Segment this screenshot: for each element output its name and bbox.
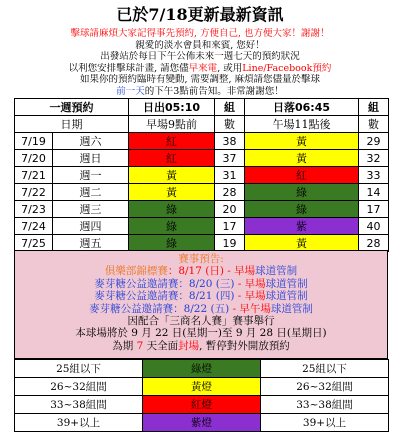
notice-line-6b: 的下午3點前告知。非常謝謝您！ xyxy=(144,85,284,97)
event-4-name: 麥芽糖公益邀請賽 xyxy=(89,302,174,315)
event-line-4 xyxy=(15,303,387,315)
closure-3c: 天全面 xyxy=(143,339,179,352)
legend-left: 26~32組間 xyxy=(15,378,143,396)
notice-line-4c: , 或用 xyxy=(217,62,243,74)
legend-right: 33~38組間 xyxy=(261,396,389,414)
table-row xyxy=(15,133,389,150)
pm-count-cell: 14 xyxy=(359,184,389,201)
day-cell: 週三 xyxy=(53,201,129,218)
event-4-control: 球道管制 xyxy=(270,302,313,315)
event-1-session: - 早場 xyxy=(223,265,256,278)
pm-status-cell: 黃 xyxy=(245,150,359,167)
notice-line-6 xyxy=(8,86,392,98)
pm-status-cell: 綠 xyxy=(245,184,359,201)
header-morning: 日出05:10 xyxy=(129,99,215,116)
event-1-control: 球道管制 xyxy=(255,265,298,278)
notice-call-early: 早來電 xyxy=(188,62,218,74)
day-cell: 週五 xyxy=(53,235,129,252)
notice-line-4 xyxy=(8,63,392,75)
closure-line-2: 本球場將於 9 月 22 日(星期一)至 9 月 28 日(星期日) xyxy=(75,327,327,340)
closure-line-3 xyxy=(15,340,387,352)
table-row xyxy=(15,201,389,218)
am-status-cell: 綠 xyxy=(129,218,215,235)
notice-line-1: 擊球請麻煩大家記得事先預約, 方便自己, 也方便大家！謝謝！ xyxy=(70,28,330,39)
am-count-cell: 38 xyxy=(215,133,245,150)
schedule-header-row xyxy=(15,99,389,116)
notice-line-booking: Line/Facebook預約 xyxy=(242,62,332,74)
sub-date: 日期 xyxy=(15,116,129,133)
notice-line-5: 如果你的預約臨時有變動, 需要調整, 麻煩請您儘量於擊球 xyxy=(79,74,321,86)
sub-evening: 午場11點後 xyxy=(245,116,359,133)
event-line-1 xyxy=(15,265,387,277)
am-status-cell: 黃 xyxy=(129,184,215,201)
legend-left: 39+以上 xyxy=(15,414,143,432)
date-cell: 7/24 xyxy=(15,218,53,235)
am-count-cell: 31 xyxy=(215,167,245,184)
event-line-2 xyxy=(15,278,387,290)
legend-right: 25組以下 xyxy=(261,360,389,378)
pm-status-cell: 黃 xyxy=(245,133,359,150)
pm-status-cell: 紫 xyxy=(245,218,359,235)
sub-morning: 早場9點前 xyxy=(129,116,215,133)
legend-green-light: 綠燈 xyxy=(143,360,261,378)
pm-status-cell: 綠 xyxy=(245,201,359,218)
notice-line-4a: 以利您安排擊球計畫, 請您儘 xyxy=(68,62,189,74)
am-count-cell: 19 xyxy=(215,235,245,252)
am-count-cell: 20 xyxy=(215,201,245,218)
sub-count-pm: 數 xyxy=(359,116,389,133)
event-2-name: 麥芽糖公益邀請賽 xyxy=(94,277,179,290)
am-status-cell: 紅 xyxy=(129,150,215,167)
pm-count-cell: 29 xyxy=(359,133,389,150)
event-1-name: 俱樂部錦標賽 xyxy=(104,265,168,278)
event-2-control: 球道管制 xyxy=(265,277,308,290)
legend-table xyxy=(14,359,389,432)
date-cell: 7/23 xyxy=(15,201,53,218)
schedule-subheader-row xyxy=(15,116,389,133)
events-title: 賽事預告: xyxy=(178,253,224,265)
header-count-am: 組 xyxy=(215,99,245,116)
events-panel xyxy=(14,250,388,359)
notice-day-before: 前一天 xyxy=(116,85,145,97)
pm-count-cell: 40 xyxy=(359,218,389,235)
day-cell: 週日 xyxy=(53,150,129,167)
event-2-date: ：8/20 (三) xyxy=(178,277,235,290)
pm-status-cell: 紅 xyxy=(245,167,359,184)
notice-block xyxy=(8,28,392,98)
am-count-cell: 17 xyxy=(215,218,245,235)
date-cell: 7/25 xyxy=(15,235,53,252)
event-1-date: ：8/17 (日) xyxy=(167,265,224,278)
date-cell: 7/20 xyxy=(15,150,53,167)
table-row xyxy=(15,167,389,184)
legend-row xyxy=(15,360,389,378)
header-week: 一週預約 xyxy=(15,99,129,116)
event-3-session: - 早場 xyxy=(234,290,266,303)
day-cell: 週二 xyxy=(53,184,129,201)
table-row xyxy=(15,218,389,235)
event-4-date: ：8/22 (五) xyxy=(173,302,230,315)
am-status-cell: 綠 xyxy=(129,201,215,218)
pm-count-cell: 32 xyxy=(359,150,389,167)
am-status-cell: 綠 xyxy=(129,235,215,252)
event-3-date: ：8/21 (四) xyxy=(178,290,235,303)
legend-left: 33~38組間 xyxy=(15,396,143,414)
schedule-table xyxy=(14,98,389,252)
am-count-cell: 28 xyxy=(215,184,245,201)
legend-right: 39+以上 xyxy=(261,414,389,432)
legend-right: 26~32組間 xyxy=(261,378,389,396)
header-count-pm: 組 xyxy=(359,99,389,116)
legend-red-light: 紅燈 xyxy=(143,396,261,414)
header-evening: 日落06:45 xyxy=(245,99,359,116)
event-4-session: - 早午場 xyxy=(229,302,271,315)
day-cell: 週一 xyxy=(53,167,129,184)
closure-line-1: 因配合「三商名人賽」賽事舉行 xyxy=(127,315,275,328)
legend-left: 25組以下 xyxy=(15,360,143,378)
pm-count-cell: 33 xyxy=(359,167,389,184)
closure-3a: 為期 xyxy=(112,339,137,352)
table-row xyxy=(15,235,389,252)
date-cell: 7/21 xyxy=(15,167,53,184)
pm-status-cell: 黃 xyxy=(245,235,359,252)
table-row xyxy=(15,150,389,167)
closure-days: 7 xyxy=(136,339,144,352)
event-line-3 xyxy=(15,290,387,302)
notice-line-3: 出發站於每日下午公佈未來一週七天的預約狀況 xyxy=(100,51,300,63)
page-title: 已於7/18更新最新資訊 xyxy=(116,5,284,24)
sub-count-am: 數 xyxy=(215,116,245,133)
legend-row xyxy=(15,378,389,396)
event-3-control: 球道管制 xyxy=(265,290,308,303)
day-cell: 週四 xyxy=(53,218,129,235)
pm-count-cell: 28 xyxy=(359,235,389,252)
date-cell: 7/22 xyxy=(15,184,53,201)
event-3-name: 麥芽糖公益邀請賽 xyxy=(94,290,179,303)
event-2-session: - 早場 xyxy=(234,277,266,290)
notice-line-2: 親愛的淡水會員和來賓, 您好！ xyxy=(135,39,265,51)
legend-row xyxy=(15,414,389,432)
legend-purple-light: 紫燈 xyxy=(143,414,261,432)
closure-3e: , 暫停對外開放預約 xyxy=(199,339,290,352)
day-cell: 週六 xyxy=(53,133,129,150)
am-count-cell: 37 xyxy=(215,150,245,167)
closure-closed: 封場 xyxy=(178,339,200,352)
am-status-cell: 紅 xyxy=(129,133,215,150)
date-cell: 7/19 xyxy=(15,133,53,150)
table-row xyxy=(15,184,389,201)
legend-yellow-light: 黃燈 xyxy=(143,378,261,396)
am-status-cell: 黃 xyxy=(129,167,215,184)
legend-row xyxy=(15,396,389,414)
pm-count-cell: 17 xyxy=(359,201,389,218)
